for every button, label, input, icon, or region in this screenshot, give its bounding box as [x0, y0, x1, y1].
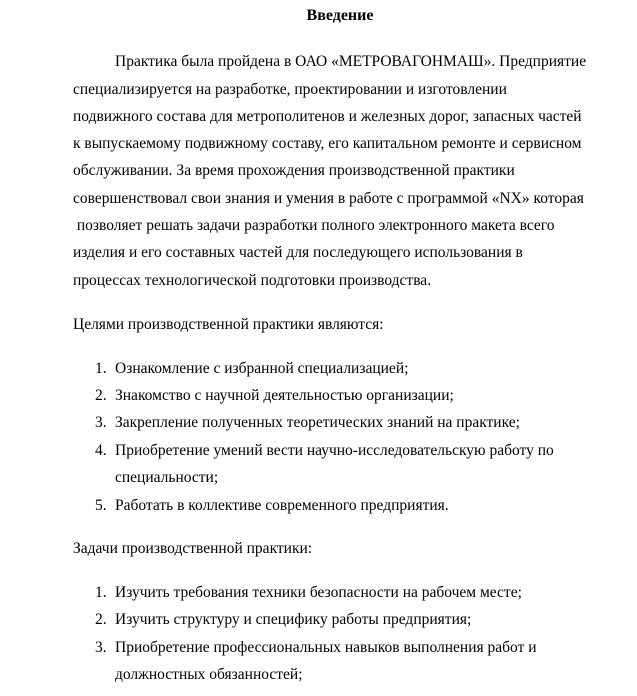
list-number: 1.: [95, 584, 107, 601]
list-text: специальности;: [115, 469, 219, 486]
list-number: 3.: [95, 414, 107, 431]
list-text: должностных обязанностей;: [115, 666, 303, 683]
list-text: Изучить структуру и специфику работы предприятия;: [115, 611, 472, 628]
list-number: 3.: [95, 639, 107, 656]
list-number: 1.: [95, 360, 107, 377]
list-text: Изучить требования техники безопасности на рабочем месте;: [115, 584, 522, 601]
list-item-continuation: [0, 468, 637, 488]
list-number: 4.: [95, 442, 107, 459]
paragraph-line: подвижного состава для метрополитенов и железных дорог, запасных частей: [73, 108, 582, 125]
list-item: [0, 496, 637, 516]
list-item: [0, 413, 637, 433]
list-item-continuation: [0, 665, 637, 685]
list-number: 5.: [95, 497, 107, 514]
paragraph-line: позволяет решать задачи разработки полного электронного макета всего: [73, 217, 555, 234]
list-item: [0, 441, 637, 461]
list-item: [0, 638, 637, 658]
page-title: Введение: [306, 7, 374, 24]
list-item: [0, 359, 637, 379]
list-item: [0, 583, 637, 603]
goals-heading: Целями производственной практики являются:: [73, 316, 384, 333]
list-text: Приобретение профессиональных навыков выполнения работ и: [115, 639, 537, 656]
list-number: 2.: [95, 387, 107, 404]
list-number: 2.: [95, 611, 107, 628]
paragraph-line: совершенствовал свои знания и умения в работе с программой «NX» которая: [73, 190, 584, 207]
list-text: Закрепление полученных теоретических знаний на практике;: [115, 414, 520, 431]
list-item: [0, 610, 637, 630]
list-item: [0, 386, 637, 406]
tasks-heading: Задачи производственной практики:: [73, 540, 313, 557]
paragraph-line: обслуживании. За время прохождения производственной практики: [73, 162, 515, 179]
list-text: Ознакомление с избранной специализацией;: [115, 360, 409, 377]
paragraph-line: специализируется на разработке, проектировании и изготовлении: [73, 81, 507, 98]
list-text: Знакомство с научной деятельностью организации;: [115, 387, 454, 404]
paragraph-line: к выпускаемому подвижному составу, его капитальном ремонте и сервисном: [73, 135, 582, 152]
paragraph-line: Практика была пройдена в ОАО «МЕТРОВАГОНМАШ». Предприятие: [115, 53, 587, 70]
paragraph-line: процессах технологической подготовки производства.: [73, 272, 432, 289]
list-text: Работать в коллективе современного предприятия.: [115, 497, 449, 514]
paragraph-line: изделия и его составных частей для последующего использования в: [73, 244, 523, 261]
list-text: Приобретение умений вести научно-исследовательскую работу по: [115, 442, 554, 459]
